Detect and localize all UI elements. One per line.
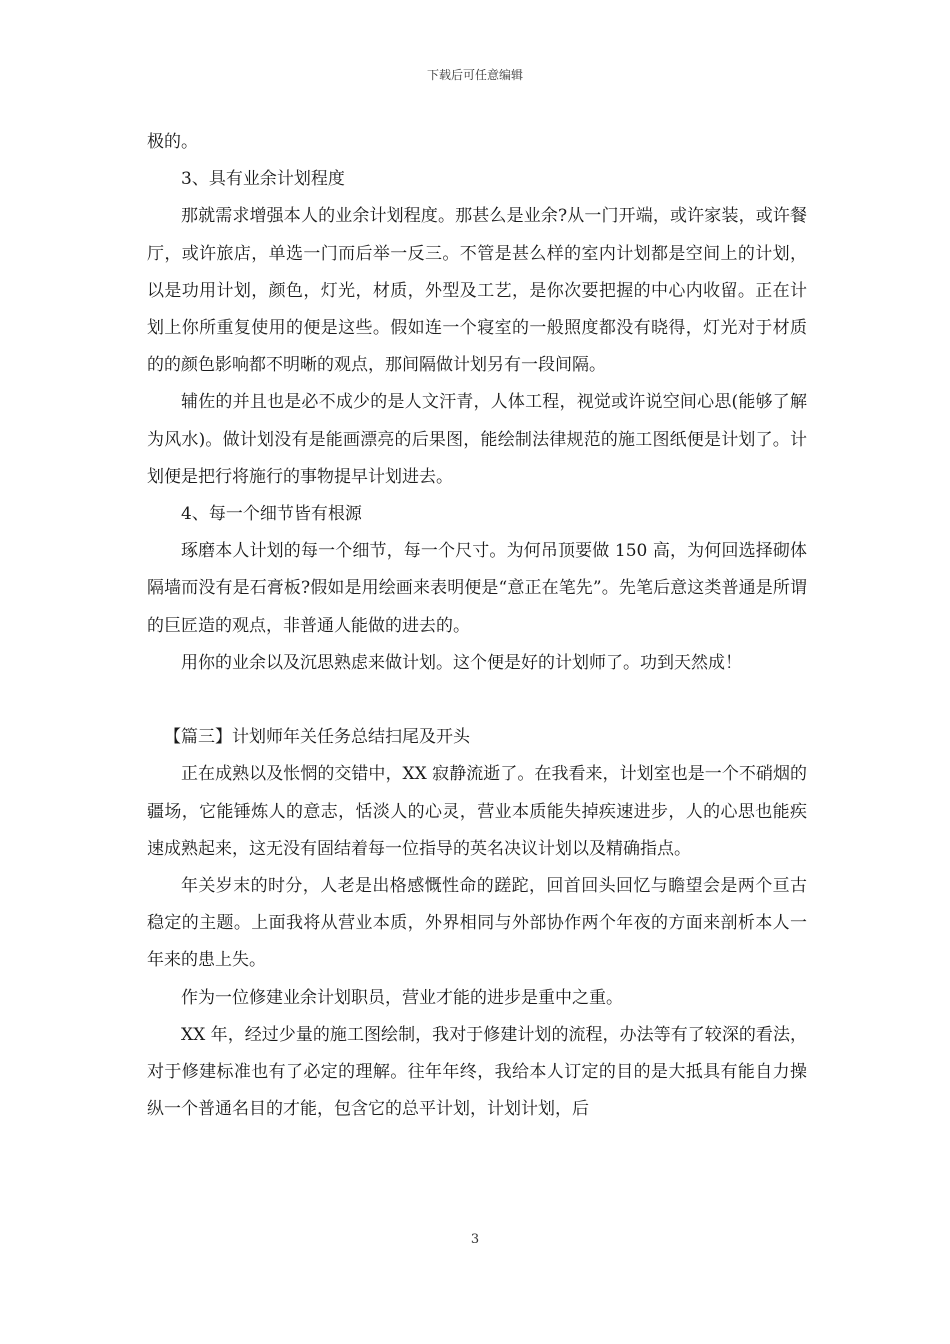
paragraph: XX 年，经过少量的施工图绘制，我对于修建计划的流程，办法等有了较深的看法，对于修建标准也有了必定的理解。往年年终，我给本人订定的目的是大抵具有能自力操纵一个普通名目的才能，包含它的总平计划，计划计划，后 bbox=[147, 1024, 807, 1120]
page-number: 3 bbox=[470, 1232, 480, 1247]
section-heading-4: 4、每一个细节皆有根源 bbox=[181, 504, 362, 525]
paragraph: 用你的业余以及沉思熟虑来做计划。这个便是好的计划师了。功到天然成！ bbox=[181, 652, 742, 673]
blank-line bbox=[147, 682, 807, 719]
paragraph: 年关岁末的时分，人老是出格感慨性命的蹉跎，回首回头回忆与瞻望会是两个亘古稳定的主题。上面我将从营业本质，外界相同与外部协作两个年夜的方面来剖析本人一年来的患上失。 bbox=[147, 876, 807, 971]
chapter-title: 【篇三】计划师年关任务总结扫尾及开头 bbox=[164, 727, 470, 748]
paragraph: 正在成熟以及怅惘的交错中，XX 寂静流逝了。在我看来，计划室也是一个不硝烟的疆场，它能锤炼人的意志，恬淡人的心灵，营业本质能失掉疾速进步，人的心思也能疾速成熟起来，这无没有固结着每一位指导的英名决议计划以及精确指点。 bbox=[147, 764, 807, 859]
section-heading-3: 3、具有业余计划程度 bbox=[181, 169, 345, 190]
paragraph: 作为一位修建业余计划职员，营业才能的进步是重中之重。 bbox=[181, 987, 623, 1008]
paragraph: 那就需求增强本人的业余计划程度。那甚么是业余?从一门开端，或许家装，或许餐厅，或许旅店，单选一门而后举一反三。不管是甚么样的室内计划都是空间上的计划，以是功用计划，颜色，灯光，材质，外型及工艺，是你次要把握的中心内收留。正在计划上你所重复使用的便是这些。假如连一个寝室的一般照度都没有晓得，灯光对于材质的的颜色影响都不明晰的观点，那间隔做计划另有一段间隔。 bbox=[147, 206, 807, 376]
document-body bbox=[147, 124, 807, 1128]
paragraph: 琢磨本人计划的每一个细节，每一个尺寸。为何吊顶要做 150 高，为何回选择砌体隔墙而没有是石膏板?假如是用绘画来表明便是“意正在笔先”。先笔后意这类普通是所谓的巨匠造的观点，非普通人能做的进去的。 bbox=[147, 541, 807, 636]
page-header: 下载后可任意编辑 bbox=[426, 68, 523, 82]
paragraph: 辅佐的并且也是必不成少的是人文汗青，人体工程，视觉或许说空间心思(能够了解为风水)。做计划没有是能画漂亮的后果图，能绘制法律规范的施工图纸便是计划了。计划便是把行将施行的事物提早计划进去。 bbox=[147, 392, 807, 487]
paragraph-continuation: 极的。 bbox=[147, 132, 198, 152]
